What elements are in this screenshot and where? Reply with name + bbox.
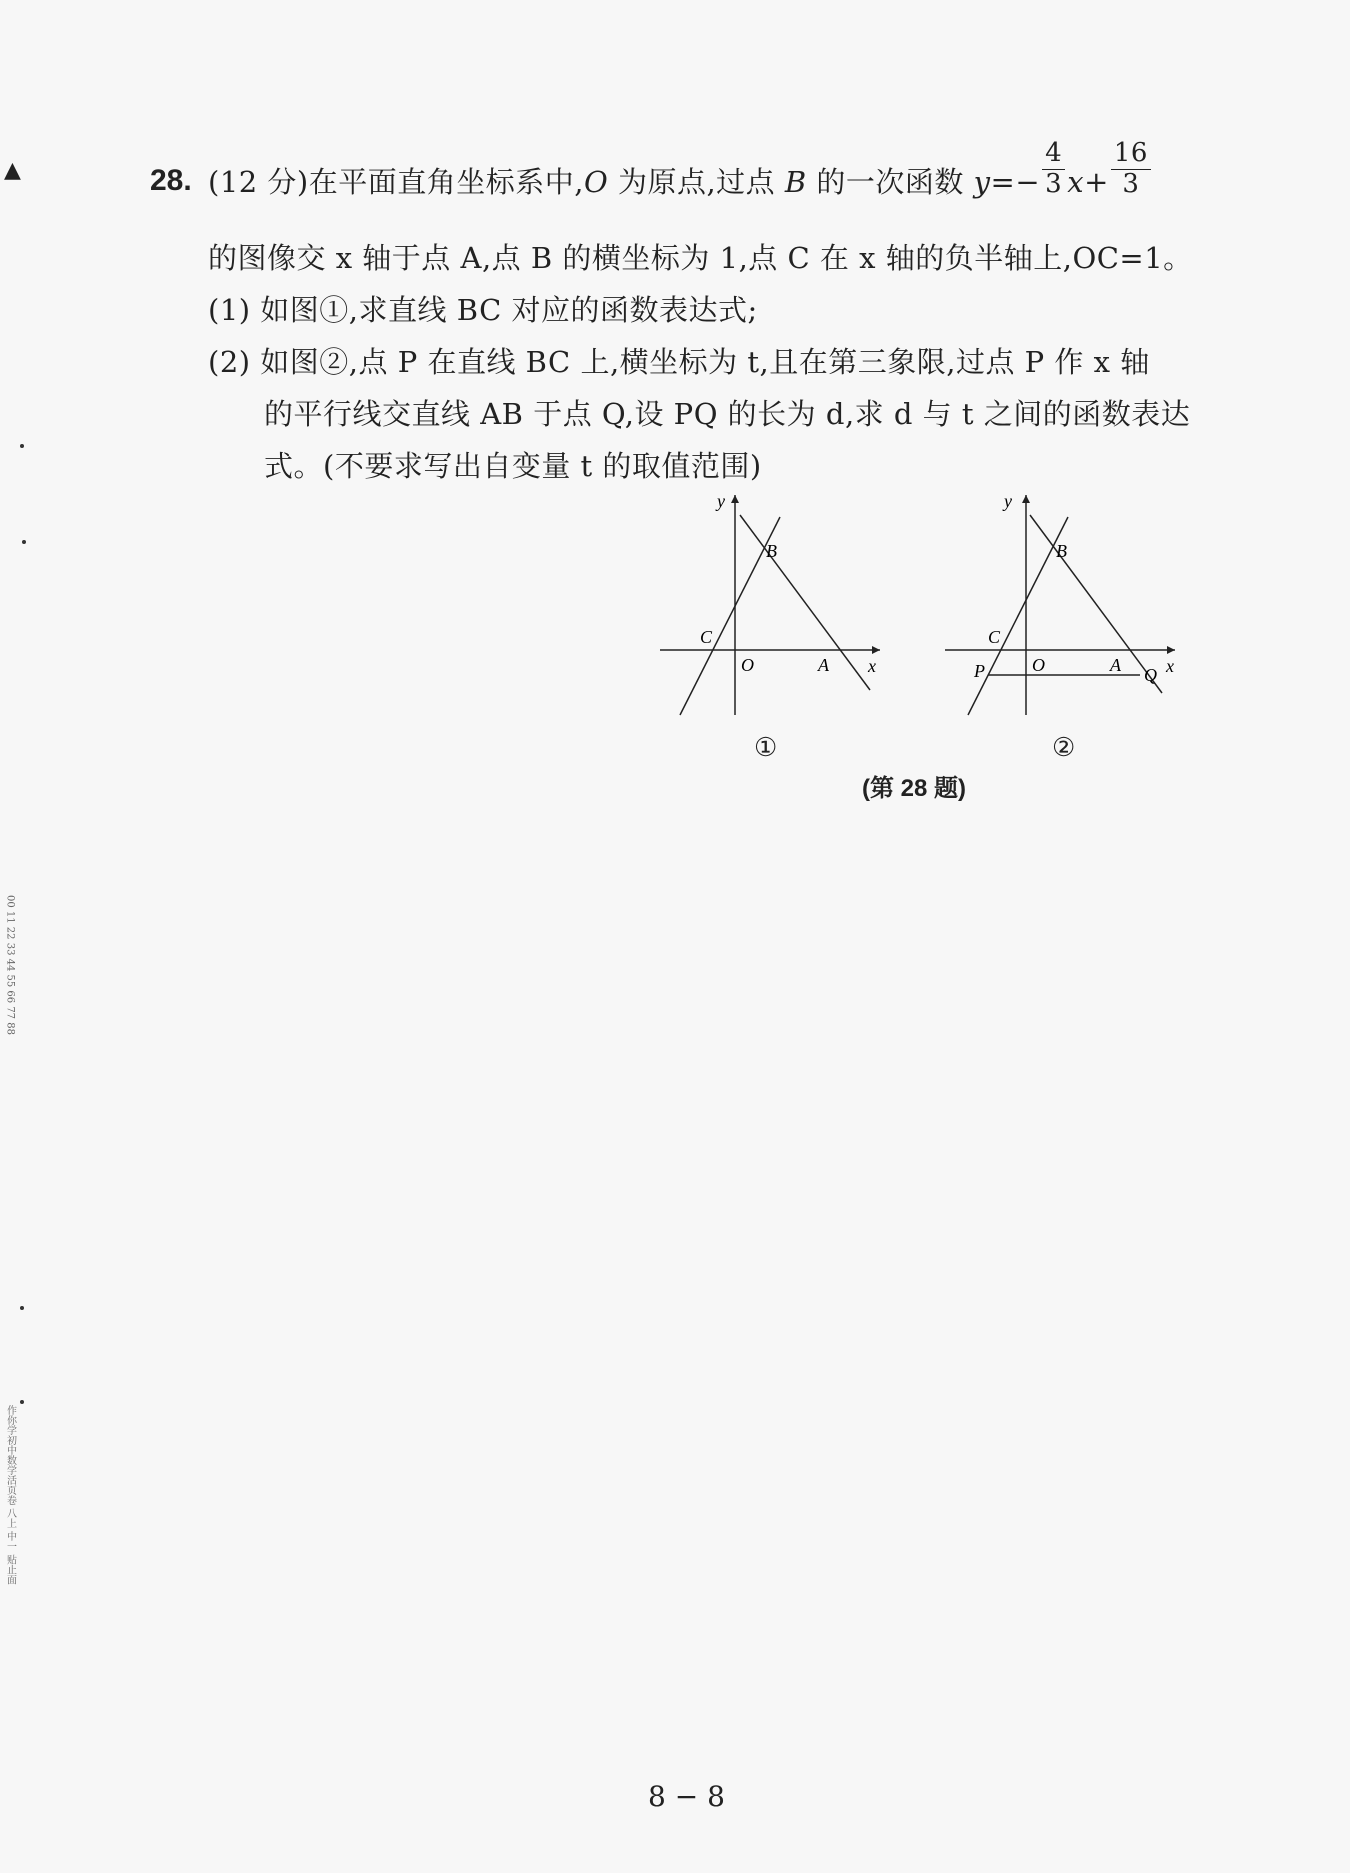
label-a: A — [1110, 655, 1121, 675]
margin-dot — [20, 1400, 24, 1404]
question-number: 28. — [150, 164, 192, 197]
figure-1 — [650, 485, 890, 720]
y-axis-arrow-icon — [1022, 495, 1030, 503]
label-q: Q — [1144, 665, 1157, 685]
label-x: x — [868, 656, 876, 676]
label-p: P — [974, 661, 985, 681]
figure-2-graph — [940, 485, 1185, 720]
line-bc — [680, 517, 780, 715]
line-ab — [740, 515, 870, 690]
label-o: O — [1032, 655, 1045, 675]
figure-2 — [940, 485, 1185, 720]
y-axis-arrow-icon — [731, 495, 739, 503]
question-part2-line3: 式。(不要求写出自变量 t 的取值范围) — [264, 449, 762, 483]
label-a: A — [818, 655, 829, 675]
line-ab — [1030, 515, 1162, 693]
side-margin-text: 作你学初中数学活页卷 八上 中一 贴止面 — [4, 1405, 16, 1585]
triangle-marker-icon: ▲ — [4, 158, 21, 183]
figure-1-graph — [650, 485, 890, 720]
fraction-4-3: $\frac{4}{3}$ — [1042, 139, 1065, 200]
label-b: B — [1056, 541, 1067, 561]
label-o: O — [741, 655, 754, 675]
side-margin-text: 00 11 22 33 44 55 66 77 88 — [4, 895, 16, 1035]
label-x: x — [1166, 656, 1174, 676]
label-y: y — [1004, 491, 1012, 511]
margin-dot — [20, 1306, 24, 1310]
label-y: y — [717, 491, 725, 511]
figure-1-label: ① — [754, 733, 778, 763]
label-c: C — [988, 627, 1001, 647]
question-part1: (1) 如图①,求直线 BC 对应的函数表达式; — [208, 293, 758, 327]
fraction-16-3: $\frac{16}{3}$ — [1111, 139, 1151, 200]
question-part2-line2: 的平行线交直线 AB 于点 Q,设 PQ 的长为 d,求 d 与 t 之间的函数表达 — [264, 397, 1191, 431]
margin-dot — [20, 444, 24, 448]
label-b: B — [766, 541, 777, 561]
question-stem-line1: (12 分)在平面直角坐标系中,O 为原点,过点 B 的一次函数 y=− $\frac{4}{3}$ x+ $\frac{16}{3}$ — [208, 160, 1153, 201]
x-axis-arrow-icon — [872, 646, 880, 654]
figure-2-label: ② — [1052, 733, 1076, 763]
question-part2-line1: (2) 如图②,点 P 在直线 BC 上,横坐标为 t,且在第三象限,过点 P 作 x 轴 — [208, 345, 1150, 379]
x-axis-arrow-icon — [1167, 646, 1175, 654]
question-stem-line2: 的图像交 x 轴于点 A,点 B 的横坐标为 1,点 C 在 x 轴的负半轴上,OC=1。 — [208, 241, 1193, 275]
page-number: 8 − 8 — [648, 1780, 725, 1813]
margin-dot — [22, 540, 26, 544]
label-c: C — [700, 627, 713, 647]
figure-caption: (第 28 题) — [862, 775, 967, 802]
